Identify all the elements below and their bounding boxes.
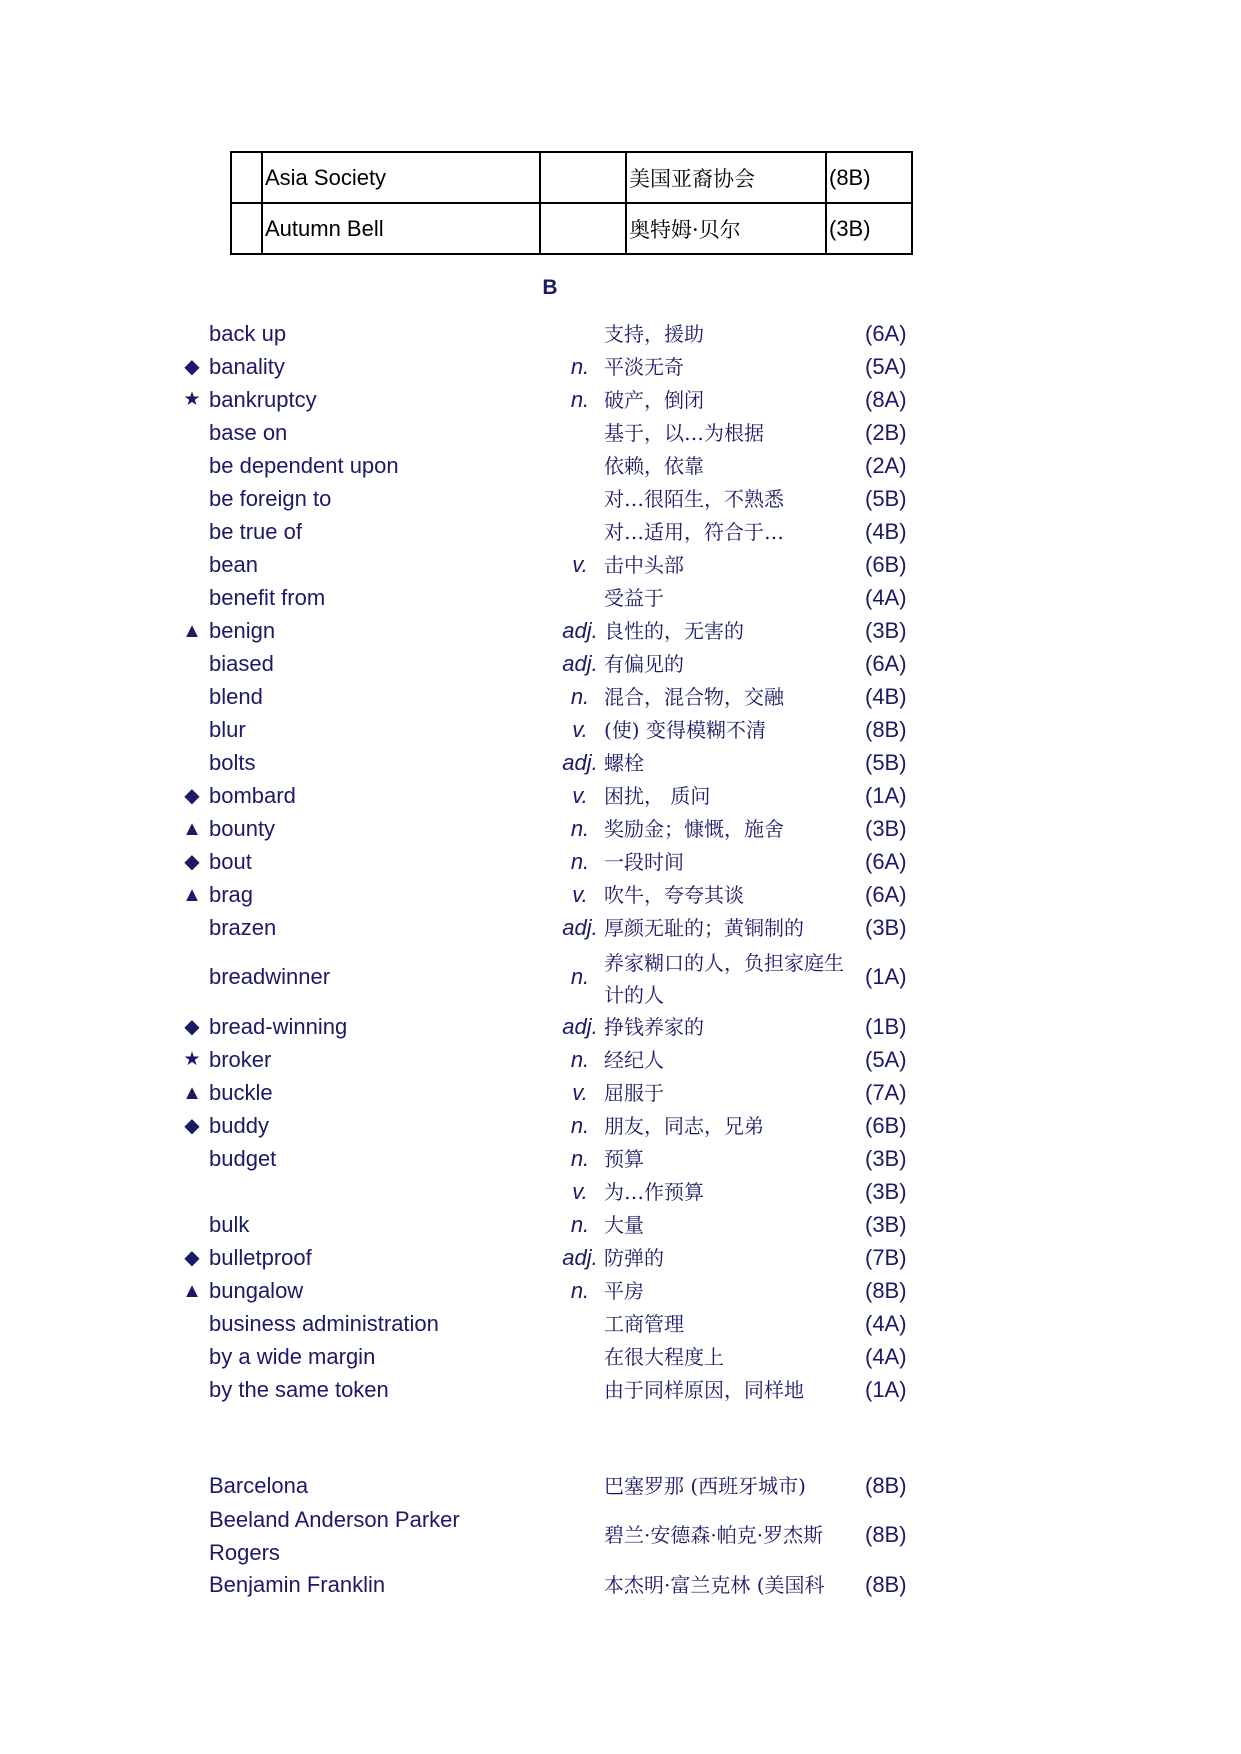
proper-name-entry — [180, 1569, 940, 1602]
entry-unit: (3B) — [865, 915, 907, 940]
entry-chinese-meaning: 混合，混合物，交融 — [604, 685, 784, 709]
entry-part-of-speech: n. — [570, 849, 590, 874]
glossary-entry — [180, 615, 940, 648]
proper-name-list — [180, 1470, 940, 1602]
entry-chinese-meaning: 基于，以…为根据 — [604, 421, 764, 445]
entry-word: back up — [209, 321, 287, 346]
entry-word: bean — [209, 552, 258, 577]
name-word: Barcelona — [209, 1473, 309, 1498]
entry-unit: (5B) — [865, 750, 907, 775]
entry-word: bombard — [209, 783, 296, 808]
entry-word: broker — [209, 1047, 272, 1072]
entry-word: business administration — [209, 1311, 439, 1336]
entry-word: biased — [209, 651, 274, 676]
entry-word: be foreign to — [209, 486, 332, 511]
glossary-entry — [180, 483, 940, 516]
name-unit: (8B) — [865, 1572, 907, 1597]
entry-part-of-speech: adj. — [562, 1014, 598, 1039]
entry-unit: (4A) — [865, 585, 907, 610]
name-unit: (8B) — [865, 1522, 907, 1547]
entry-level-mark-icon: ◆ — [184, 851, 200, 873]
glossary-entry — [180, 549, 940, 582]
unit-cell: (8B) — [826, 152, 912, 203]
entry-unit: (5A) — [865, 354, 907, 379]
glossary-entry — [180, 648, 940, 681]
glossary-entry — [180, 1374, 940, 1407]
entry-part-of-speech: adj. — [562, 1245, 598, 1270]
entry-part-of-speech: n. — [570, 1113, 590, 1138]
entry-unit: (6B) — [865, 1113, 907, 1138]
glossary-entry — [180, 846, 940, 879]
entry-chinese-meaning: 经纪人 — [604, 1048, 664, 1072]
row-marker-cell — [231, 203, 262, 254]
glossary-entry — [180, 1176, 940, 1209]
entry-chinese-meaning: 为…作预算 — [604, 1180, 704, 1204]
glossary-entry — [180, 318, 940, 351]
glossary-entry — [180, 1341, 940, 1374]
entry-chinese-meaning: 支持，援助 — [604, 322, 704, 346]
entry-unit: (7A) — [865, 1080, 907, 1105]
entry-unit: (6A) — [865, 651, 907, 676]
entry-level-mark-icon: ▲ — [182, 1082, 202, 1104]
entry-unit: (7B) — [865, 1245, 907, 1270]
glossary-entry — [180, 1242, 940, 1275]
glossary-entry — [180, 1077, 940, 1110]
entry-word: buckle — [209, 1080, 273, 1105]
glossary-entry — [180, 1275, 940, 1308]
entry-chinese-meaning: 奖励金；慷慨，施舍 — [604, 817, 784, 841]
glossary-entry — [180, 450, 940, 483]
entry-word: buddy — [209, 1113, 269, 1138]
chinese-cell: 奥特姆·贝尔 — [626, 203, 826, 254]
entry-level-mark-icon: ◆ — [184, 1115, 200, 1137]
entry-word: bolts — [209, 750, 256, 775]
term-cell: Asia Society — [262, 152, 540, 203]
entry-level-mark-icon: ★ — [183, 1049, 201, 1070]
top-table-row — [231, 203, 912, 254]
entry-chinese-meaning: 由于同样原因，同样地 — [604, 1378, 804, 1402]
glossary-entry — [180, 813, 940, 846]
entry-word: blend — [209, 684, 263, 709]
entry-word: banality — [209, 354, 285, 379]
entry-chinese-meaning: 对…很陌生，不熟悉 — [604, 487, 784, 511]
entry-chinese-meaning: 螺栓 — [604, 751, 644, 775]
glossary-entry — [180, 681, 940, 714]
entry-unit: (2B) — [865, 420, 907, 445]
entry-level-mark-icon: ▲ — [182, 818, 202, 840]
entry-word: benign — [209, 618, 276, 643]
entry-unit: (4A) — [865, 1311, 907, 1336]
entry-word: be true of — [209, 519, 302, 544]
entry-part-of-speech: v. — [572, 1179, 588, 1204]
entry-unit: (8B) — [865, 1278, 907, 1303]
proper-name-entry — [180, 1503, 940, 1569]
entry-word: bungalow — [209, 1278, 304, 1303]
entry-unit: (3B) — [865, 1146, 907, 1171]
glossary-entry — [180, 780, 940, 813]
entry-unit: (1A) — [865, 1377, 907, 1402]
entry-chinese-meaning: 屈服于 — [604, 1081, 664, 1105]
glossary-entry — [180, 1308, 940, 1341]
entry-chinese-meaning: 破产，倒闭 — [604, 388, 704, 412]
entry-part-of-speech: v. — [572, 783, 588, 808]
entry-chinese-meaning: 厚颜无耻的；黄铜制的 — [604, 916, 804, 940]
name-word: Beeland Anderson Parker Rogers — [209, 1507, 460, 1565]
top-table-row — [231, 152, 912, 203]
glossary-entry — [180, 384, 940, 417]
entry-chinese-meaning: 吹牛，夸夸其谈 — [604, 883, 744, 907]
entry-level-mark-icon: ▲ — [182, 1280, 202, 1302]
pos-cell — [540, 203, 626, 254]
entry-word: by a wide margin — [209, 1344, 376, 1369]
entry-level-mark-icon: ▲ — [182, 884, 202, 906]
entry-chinese-meaning: 工商管理 — [604, 1312, 684, 1336]
entry-level-mark-icon: ▲ — [182, 620, 202, 642]
entry-word: bulletproof — [209, 1245, 312, 1270]
entry-level-mark-icon: ◆ — [184, 1247, 200, 1269]
glossary-entry — [180, 516, 940, 549]
entry-word: benefit from — [209, 585, 326, 610]
entry-word: brazen — [209, 915, 277, 940]
entry-chinese-meaning: 养家糊口的人，负担家庭生计的人 — [604, 951, 844, 1007]
entry-chinese-meaning: 挣钱养家的 — [604, 1015, 704, 1039]
glossary-entry — [180, 1143, 940, 1176]
glossary-entry — [180, 747, 940, 780]
glossary-entry — [180, 1209, 940, 1242]
entry-part-of-speech: adj. — [562, 915, 598, 940]
entry-unit: (6B) — [865, 552, 907, 577]
entry-word: by the same token — [209, 1377, 389, 1402]
entry-unit: (8B) — [865, 717, 907, 742]
entry-unit: (3B) — [865, 1212, 907, 1237]
unit-cell: (3B) — [826, 203, 912, 254]
entry-part-of-speech: n. — [570, 354, 590, 379]
name-unit: (8B) — [865, 1473, 907, 1498]
entry-word: blur — [209, 717, 246, 742]
entry-word: bread-winning — [209, 1014, 348, 1039]
entry-part-of-speech: n. — [570, 816, 590, 841]
section-letter-heading: B — [542, 276, 558, 299]
entry-part-of-speech: v. — [572, 717, 588, 742]
name-chinese: 碧兰·安德森·帕克·罗杰斯 — [604, 1523, 824, 1547]
entry-word: base on — [209, 420, 288, 445]
entry-level-mark-icon: ◆ — [184, 356, 200, 378]
entry-unit: (4A) — [865, 1344, 907, 1369]
entry-unit: (6A) — [865, 849, 907, 874]
name-chinese: 巴塞罗那 (西班牙城市) — [604, 1474, 806, 1498]
entry-part-of-speech: n. — [570, 1278, 590, 1303]
entry-part-of-speech: n. — [570, 387, 590, 412]
entry-chinese-meaning: (使) 变得模糊不清 — [604, 718, 766, 742]
glossary-entry — [180, 945, 940, 1011]
entry-chinese-meaning: 受益于 — [604, 586, 664, 610]
chinese-cell: 美国亚裔协会 — [626, 152, 826, 203]
entry-part-of-speech: n. — [570, 1146, 590, 1171]
entry-word: bounty — [209, 816, 276, 841]
entry-unit: (8A) — [865, 387, 907, 412]
glossary-entry-list — [180, 318, 940, 1407]
entry-chinese-meaning: 良性的，无害的 — [604, 619, 744, 643]
entry-chinese-meaning: 在很大程度上 — [604, 1345, 724, 1369]
name-word: Benjamin Franklin — [209, 1572, 386, 1597]
entry-part-of-speech: adj. — [562, 750, 598, 775]
entry-chinese-meaning: 防弹的 — [604, 1246, 664, 1270]
entry-chinese-meaning: 一段时间 — [604, 850, 684, 874]
glossary-entry — [180, 1011, 940, 1044]
entry-part-of-speech: adj. — [562, 618, 598, 643]
glossary-entry — [180, 1044, 940, 1077]
entry-unit: (6A) — [865, 321, 907, 346]
entry-unit: (1B) — [865, 1014, 907, 1039]
entry-chinese-meaning: 平房 — [604, 1279, 644, 1303]
entry-chinese-meaning: 大量 — [604, 1213, 644, 1237]
name-chinese: 本杰明·富兰克林 (美国科 — [604, 1573, 825, 1597]
row-marker-cell — [231, 152, 262, 203]
entry-part-of-speech: n. — [570, 684, 590, 709]
entry-chinese-meaning: 对…适用，符合于… — [604, 520, 784, 544]
entry-word: brag — [209, 882, 254, 907]
entry-unit: (1A) — [865, 964, 907, 989]
glossary-entry — [180, 417, 940, 450]
entry-unit: (3B) — [865, 816, 907, 841]
glossary-entry — [180, 879, 940, 912]
entry-word: be dependent upon — [209, 453, 399, 478]
entry-word: bout — [209, 849, 252, 874]
entry-part-of-speech: adj. — [562, 651, 598, 676]
entry-unit: (3B) — [865, 1179, 907, 1204]
entry-part-of-speech: n. — [570, 1047, 590, 1072]
entry-part-of-speech: n. — [570, 1212, 590, 1237]
top-glossary-table — [230, 151, 913, 255]
entry-part-of-speech: v. — [572, 1080, 588, 1105]
glossary-entry — [180, 1110, 940, 1143]
entry-word: budget — [209, 1146, 277, 1171]
entry-chinese-meaning: 困扰， 质问 — [604, 784, 711, 808]
term-cell: Autumn Bell — [262, 203, 540, 254]
glossary-entry — [180, 582, 940, 615]
glossary-entry — [180, 714, 940, 747]
entry-chinese-meaning: 预算 — [604, 1147, 644, 1171]
entry-level-mark-icon: ★ — [183, 389, 201, 410]
entry-unit: (4B) — [865, 684, 907, 709]
entry-word: bankruptcy — [209, 387, 317, 412]
entry-unit: (5A) — [865, 1047, 907, 1072]
entry-unit: (6A) — [865, 882, 907, 907]
entry-unit: (4B) — [865, 519, 907, 544]
glossary-entry — [180, 912, 940, 945]
entry-chinese-meaning: 依赖，依靠 — [604, 454, 704, 478]
entry-word: breadwinner — [209, 964, 331, 989]
pos-cell — [540, 152, 626, 203]
entry-unit: (1A) — [865, 783, 907, 808]
proper-name-entry — [180, 1470, 940, 1503]
entry-chinese-meaning: 平淡无奇 — [604, 355, 684, 379]
entry-chinese-meaning: 击中头部 — [604, 553, 684, 577]
entry-part-of-speech: v. — [572, 552, 588, 577]
entry-chinese-meaning: 朋友，同志，兄弟 — [604, 1114, 764, 1138]
entry-word: bulk — [209, 1212, 250, 1237]
glossary-entry — [180, 351, 940, 384]
entry-part-of-speech: n. — [570, 964, 590, 989]
entry-level-mark-icon: ◆ — [184, 785, 200, 807]
entry-unit: (3B) — [865, 618, 907, 643]
entry-part-of-speech: v. — [572, 882, 588, 907]
entry-unit: (2A) — [865, 453, 907, 478]
entry-chinese-meaning: 有偏见的 — [604, 652, 684, 676]
entry-level-mark-icon: ◆ — [184, 1016, 200, 1038]
entry-unit: (5B) — [865, 486, 907, 511]
